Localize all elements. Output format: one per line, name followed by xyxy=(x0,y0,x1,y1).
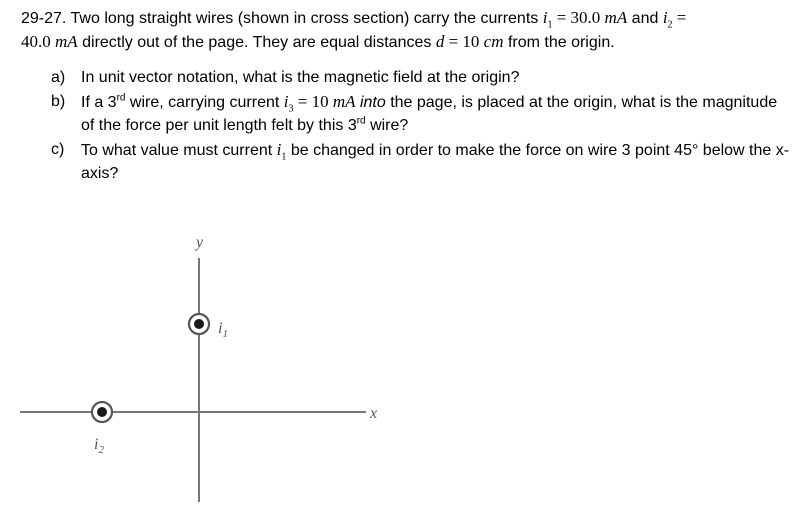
part-label: a) xyxy=(51,69,66,86)
wire-1-ring xyxy=(189,314,209,334)
problem-intro xyxy=(21,6,791,54)
current-i1-symbol: $i_1$ xyxy=(276,140,287,163)
wire-1-out-of-page-dot-icon xyxy=(194,319,204,329)
question-part-c: c) To what value must current $i_1$ be changed in order to make the force on wire 3 point 45° below the x-axis? xyxy=(51,140,790,182)
wire-1 xyxy=(189,314,209,334)
and-text: and xyxy=(627,10,663,27)
wire-2-out-of-page-dot-icon xyxy=(97,407,107,417)
question-part-a xyxy=(21,66,791,89)
question-part-b: b) If a 3rd wire, carrying current $i_3 = 10$ mA into the page, is placed at the origin, what is the magnitude of the force per unit length felt by this 3rd wire? xyxy=(51,92,778,134)
current-i3-expression: $i_3 = 10$ mA xyxy=(283,92,356,115)
problem-number: 29-27. xyxy=(21,10,67,27)
part-label: c) xyxy=(51,141,65,158)
y-axis-label: y xyxy=(196,234,204,251)
current-i2-expression: $i_2$ = xyxy=(662,8,687,31)
problem-intro-text-1: Two long straight wires (shown in cross section) carry the currents xyxy=(70,10,539,27)
current-i2-value: 40.0 mA xyxy=(21,32,78,51)
wire-2 xyxy=(92,402,112,422)
wire-2-label: $i_2$ xyxy=(94,436,104,456)
current-i1-expression: $i_1 = 30.0$ mA xyxy=(542,8,628,31)
problem-statement xyxy=(21,6,791,186)
x-axis-label: x xyxy=(370,405,378,422)
problem-intro-text-2: directly out of the page. They are equal distances xyxy=(77,34,436,51)
problem-intro-text-3: from the origin. xyxy=(503,34,615,51)
wire-1-label: $i_1$ xyxy=(218,320,228,340)
into-emphasis: into xyxy=(359,94,386,111)
wire-2-ring xyxy=(92,402,112,422)
distance-expression: d = 10 cm xyxy=(435,32,504,51)
part-text: In unit vector notation, what is the magnetic field at the origin? xyxy=(81,69,520,86)
question-parts xyxy=(21,66,791,185)
part-label: b) xyxy=(51,93,66,110)
